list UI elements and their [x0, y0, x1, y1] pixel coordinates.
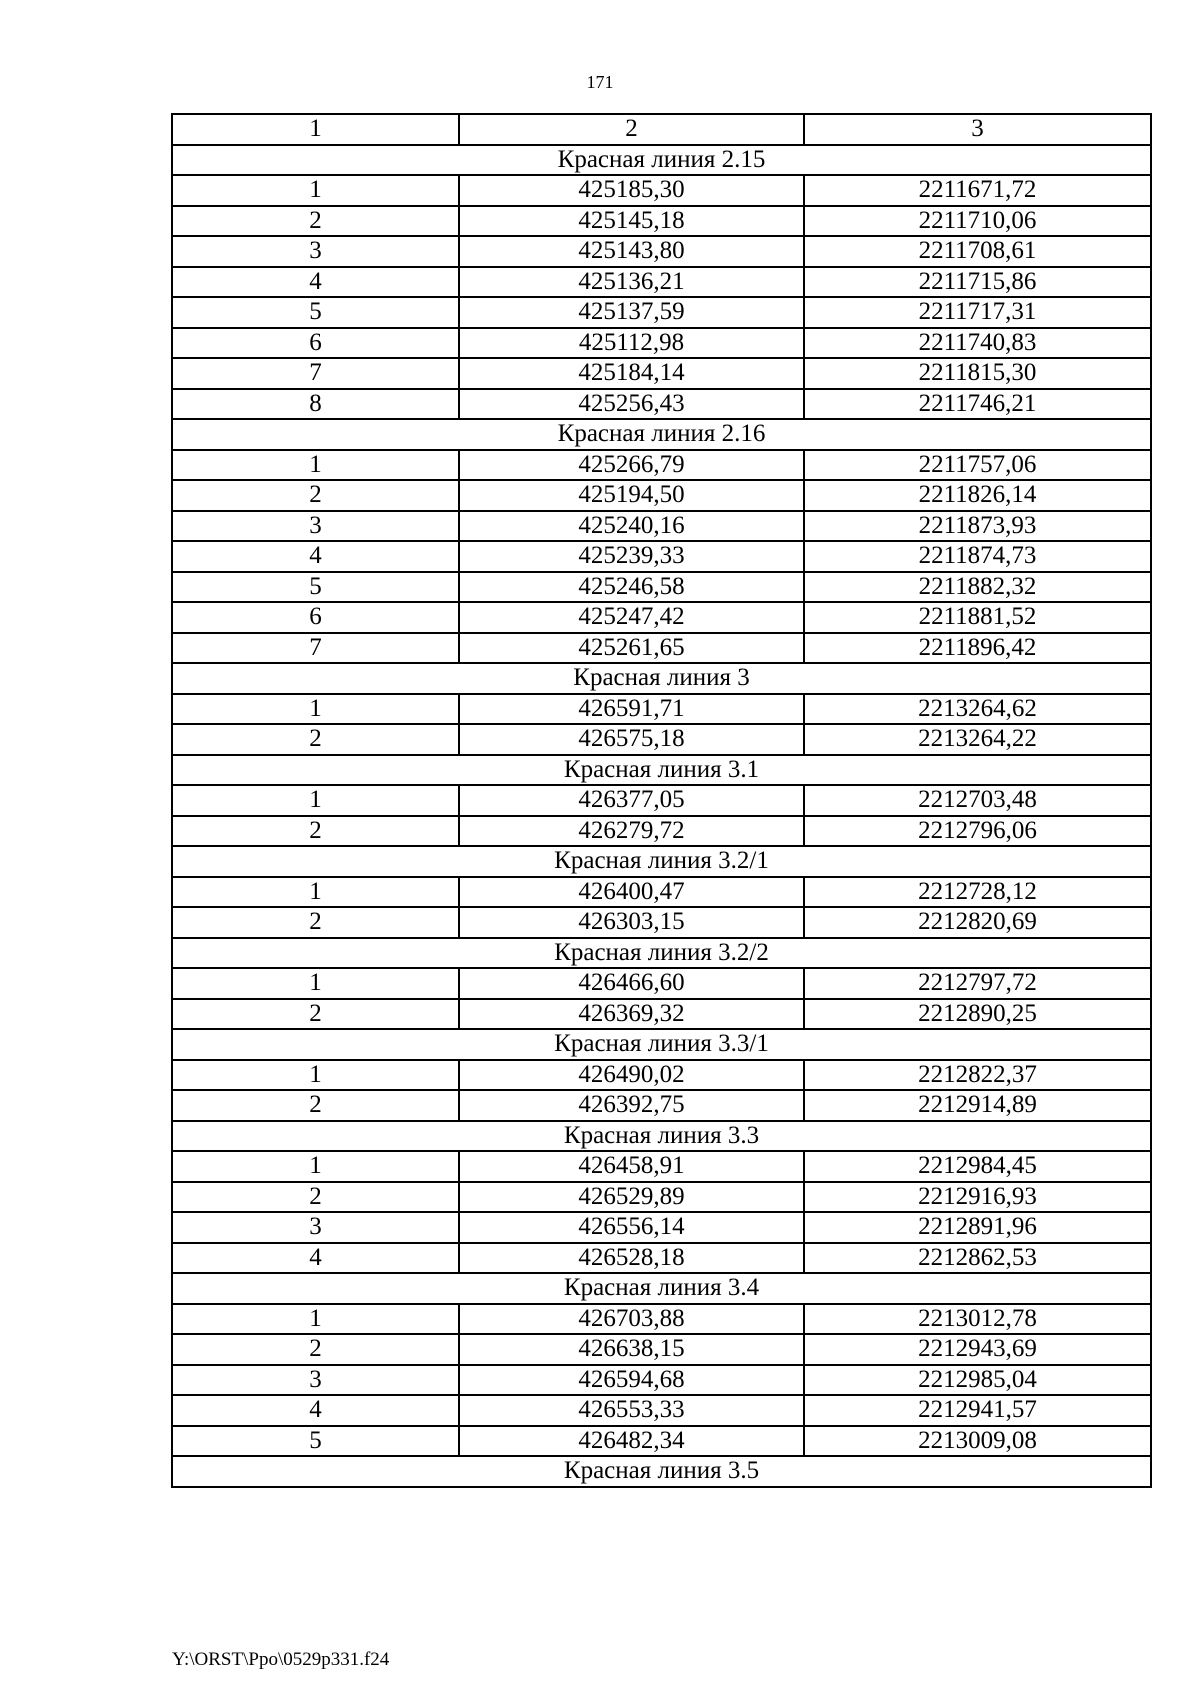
x-coordinate-cell: 426638,15 [459, 1334, 804, 1365]
section-title: Красная линия 3.2/2 [172, 938, 1151, 969]
x-coordinate-cell: 426377,05 [459, 785, 804, 816]
x-coordinate-cell: 426528,18 [459, 1243, 804, 1274]
point-number-cell: 4 [172, 541, 459, 572]
x-coordinate-cell: 426400,47 [459, 877, 804, 908]
y-coordinate-cell: 2213012,78 [804, 1304, 1151, 1335]
table-row [172, 450, 1151, 481]
table-row [172, 1304, 1151, 1335]
footer-file-path: Y:\ORST\Ppo\0529p331.f24 [172, 1649, 390, 1670]
x-coordinate-cell: 425239,33 [459, 541, 804, 572]
y-coordinate-cell: 2212984,45 [804, 1151, 1151, 1182]
x-coordinate-cell: 425184,14 [459, 358, 804, 389]
section-title-row [172, 1121, 1151, 1152]
point-number-cell: 2 [172, 206, 459, 237]
y-coordinate-cell: 2212914,89 [804, 1090, 1151, 1121]
x-coordinate-cell: 426303,15 [459, 907, 804, 938]
x-coordinate-cell: 426575,18 [459, 724, 804, 755]
point-number-cell: 1 [172, 1151, 459, 1182]
y-coordinate-cell: 2212890,25 [804, 999, 1151, 1030]
table-row [172, 602, 1151, 633]
table-row [172, 297, 1151, 328]
x-coordinate-cell: 425247,42 [459, 602, 804, 633]
table-row [172, 785, 1151, 816]
point-number-cell: 4 [172, 1395, 459, 1426]
table-row [172, 358, 1151, 389]
point-number-cell: 3 [172, 511, 459, 542]
table-row [172, 236, 1151, 267]
x-coordinate-cell: 426279,72 [459, 816, 804, 847]
x-coordinate-cell: 425145,18 [459, 206, 804, 237]
point-number-cell: 1 [172, 877, 459, 908]
table-row [172, 267, 1151, 298]
point-number-cell: 3 [172, 236, 459, 267]
y-coordinate-cell: 2212796,06 [804, 816, 1151, 847]
table-row [172, 541, 1151, 572]
x-coordinate-cell: 425136,21 [459, 267, 804, 298]
table-row [172, 999, 1151, 1030]
section-title: Красная линия 2.16 [172, 419, 1151, 450]
point-number-cell: 2 [172, 816, 459, 847]
x-coordinate-cell: 426529,89 [459, 1182, 804, 1213]
x-coordinate-cell: 425137,59 [459, 297, 804, 328]
point-number-cell: 1 [172, 694, 459, 725]
section-title: Красная линия 3.5 [172, 1456, 1151, 1487]
y-coordinate-cell: 2213264,62 [804, 694, 1151, 725]
x-coordinate-cell: 426591,71 [459, 694, 804, 725]
table-row [172, 877, 1151, 908]
table-row [172, 1395, 1151, 1426]
section-title-row [172, 846, 1151, 877]
section-title: Красная линия 3.3/1 [172, 1029, 1151, 1060]
table-row [172, 389, 1151, 420]
x-coordinate-cell: 425185,30 [459, 175, 804, 206]
y-coordinate-cell: 2212941,57 [804, 1395, 1151, 1426]
table-row [172, 1212, 1151, 1243]
x-coordinate-cell: 425194,50 [459, 480, 804, 511]
coordinates-table [171, 113, 1152, 1488]
y-coordinate-cell: 2211717,31 [804, 297, 1151, 328]
x-coordinate-cell: 425256,43 [459, 389, 804, 420]
y-coordinate-cell: 2211757,06 [804, 450, 1151, 481]
x-coordinate-cell: 425266,79 [459, 450, 804, 481]
point-number-cell: 8 [172, 389, 459, 420]
x-coordinate-cell: 426482,34 [459, 1426, 804, 1457]
point-number-cell: 2 [172, 1182, 459, 1213]
table-row [172, 1365, 1151, 1396]
x-coordinate-cell: 426490,02 [459, 1060, 804, 1091]
x-coordinate-cell: 425246,58 [459, 572, 804, 603]
section-title: Красная линия 3.2/1 [172, 846, 1151, 877]
section-title: Красная линия 3.4 [172, 1273, 1151, 1304]
point-number-cell: 4 [172, 1243, 459, 1274]
point-number-cell: 2 [172, 907, 459, 938]
section-title-row [172, 663, 1151, 694]
y-coordinate-cell: 2211826,14 [804, 480, 1151, 511]
x-coordinate-cell: 425143,80 [459, 236, 804, 267]
y-coordinate-cell: 2212728,12 [804, 877, 1151, 908]
point-number-cell: 2 [172, 480, 459, 511]
x-coordinate-cell: 425261,65 [459, 633, 804, 664]
x-coordinate-cell: 426553,33 [459, 1395, 804, 1426]
y-coordinate-cell: 2211881,52 [804, 602, 1151, 633]
y-coordinate-cell: 2212820,69 [804, 907, 1151, 938]
y-coordinate-cell: 2211671,72 [804, 175, 1151, 206]
table-header-row [172, 114, 1151, 145]
section-title-row [172, 755, 1151, 786]
point-number-cell: 1 [172, 1060, 459, 1091]
table-row [172, 1243, 1151, 1274]
x-coordinate-cell: 426369,32 [459, 999, 804, 1030]
point-number-cell: 2 [172, 1334, 459, 1365]
point-number-cell: 1 [172, 450, 459, 481]
y-coordinate-cell: 2211740,83 [804, 328, 1151, 359]
table-row [172, 1182, 1151, 1213]
section-title-row [172, 145, 1151, 176]
y-coordinate-cell: 2213264,22 [804, 724, 1151, 755]
table-row [172, 175, 1151, 206]
header-cell-x: 2 [459, 114, 804, 145]
y-coordinate-cell: 2211874,73 [804, 541, 1151, 572]
x-coordinate-cell: 426556,14 [459, 1212, 804, 1243]
y-coordinate-cell: 2212985,04 [804, 1365, 1151, 1396]
point-number-cell: 2 [172, 1090, 459, 1121]
table-row [172, 1334, 1151, 1365]
table-row [172, 816, 1151, 847]
table-row [172, 328, 1151, 359]
section-title-row [172, 1273, 1151, 1304]
point-number-cell: 5 [172, 1426, 459, 1457]
section-title-row [172, 1029, 1151, 1060]
header-cell-point: 1 [172, 114, 459, 145]
point-number-cell: 4 [172, 267, 459, 298]
point-number-cell: 1 [172, 1304, 459, 1335]
section-title: Красная линия 3 [172, 663, 1151, 694]
point-number-cell: 6 [172, 328, 459, 359]
y-coordinate-cell: 2212862,53 [804, 1243, 1151, 1274]
table-row [172, 572, 1151, 603]
x-coordinate-cell: 426594,68 [459, 1365, 804, 1396]
section-title-row [172, 419, 1151, 450]
y-coordinate-cell: 2211896,42 [804, 633, 1151, 664]
page-number: 171 [586, 72, 614, 92]
x-coordinate-cell: 425240,16 [459, 511, 804, 542]
y-coordinate-cell: 2212703,48 [804, 785, 1151, 816]
point-number-cell: 3 [172, 1365, 459, 1396]
table-row [172, 480, 1151, 511]
x-coordinate-cell: 426458,91 [459, 1151, 804, 1182]
table-row [172, 633, 1151, 664]
table-row [172, 1060, 1151, 1091]
table-row [172, 1151, 1151, 1182]
section-title: Красная линия 2.15 [172, 145, 1151, 176]
table-row [172, 694, 1151, 725]
table-row [172, 1426, 1151, 1457]
section-title: Красная линия 3.3 [172, 1121, 1151, 1152]
section-title-row [172, 1456, 1151, 1487]
x-coordinate-cell: 426703,88 [459, 1304, 804, 1335]
y-coordinate-cell: 2211815,30 [804, 358, 1151, 389]
point-number-cell: 5 [172, 297, 459, 328]
y-coordinate-cell: 2211873,93 [804, 511, 1151, 542]
table-row [172, 907, 1151, 938]
point-number-cell: 5 [172, 572, 459, 603]
x-coordinate-cell: 426392,75 [459, 1090, 804, 1121]
section-title-row [172, 938, 1151, 969]
point-number-cell: 1 [172, 785, 459, 816]
table-row [172, 206, 1151, 237]
y-coordinate-cell: 2211882,32 [804, 572, 1151, 603]
y-coordinate-cell: 2212891,96 [804, 1212, 1151, 1243]
table-row [172, 724, 1151, 755]
y-coordinate-cell: 2211708,61 [804, 236, 1151, 267]
point-number-cell: 3 [172, 1212, 459, 1243]
table-row [172, 511, 1151, 542]
y-coordinate-cell: 2211746,21 [804, 389, 1151, 420]
y-coordinate-cell: 2211710,06 [804, 206, 1151, 237]
x-coordinate-cell: 426466,60 [459, 968, 804, 999]
point-number-cell: 6 [172, 602, 459, 633]
header-cell-y: 3 [804, 114, 1151, 145]
x-coordinate-cell: 425112,98 [459, 328, 804, 359]
point-number-cell: 1 [172, 175, 459, 206]
y-coordinate-cell: 2212822,37 [804, 1060, 1151, 1091]
point-number-cell: 1 [172, 968, 459, 999]
point-number-cell: 2 [172, 999, 459, 1030]
y-coordinate-cell: 2212797,72 [804, 968, 1151, 999]
point-number-cell: 2 [172, 724, 459, 755]
y-coordinate-cell: 2212943,69 [804, 1334, 1151, 1365]
y-coordinate-cell: 2211715,86 [804, 267, 1151, 298]
point-number-cell: 7 [172, 633, 459, 664]
point-number-cell: 7 [172, 358, 459, 389]
table-row [172, 968, 1151, 999]
section-title: Красная линия 3.1 [172, 755, 1151, 786]
coordinates-table-body [172, 114, 1151, 1487]
y-coordinate-cell: 2213009,08 [804, 1426, 1151, 1457]
table-row [172, 1090, 1151, 1121]
y-coordinate-cell: 2212916,93 [804, 1182, 1151, 1213]
